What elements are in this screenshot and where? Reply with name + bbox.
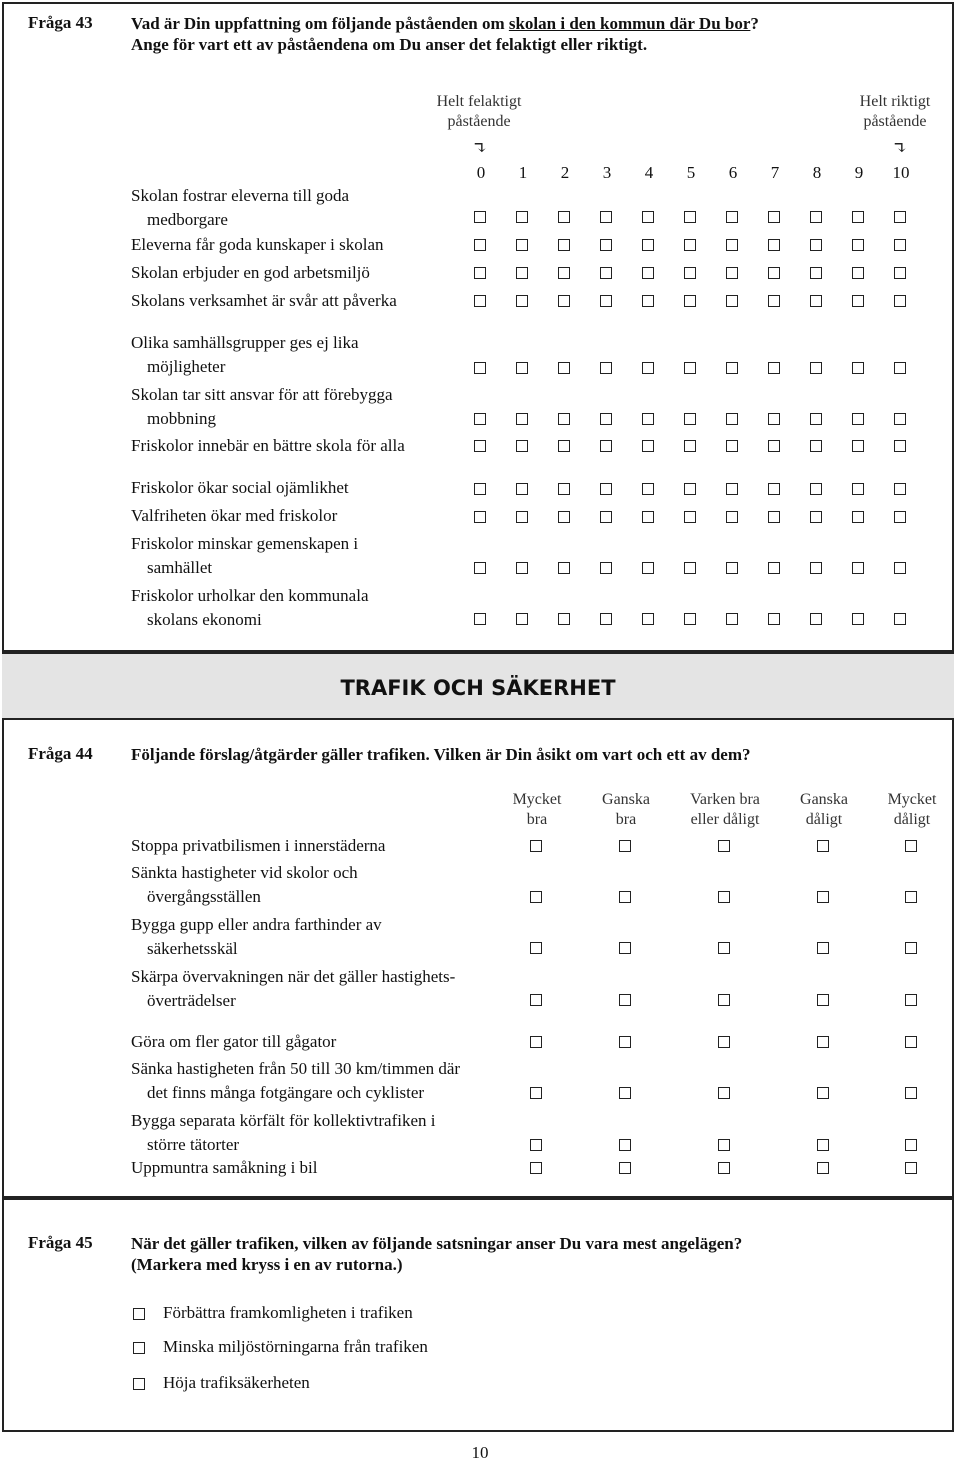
rating-checkbox[interactable] [642,613,654,625]
rating-checkbox[interactable] [894,295,906,307]
q44-question: Följande förslag/åtgärder gäller trafiken. Vilken är Din åsikt om vart och ett av dem? [131,745,751,764]
rating-checkbox[interactable] [600,362,612,374]
q45-question: När det gäller trafiken, vilken av följande satsningar anser Du vara mest angelägen? (Markera med kryss i en av rutorna.) [131,1234,743,1274]
statement-line: Göra om fler gator till gågator [131,1032,337,1051]
rating-checkbox[interactable] [474,295,486,307]
column-header-line: Ganska [800,791,848,808]
column-header-line: bra [526,811,548,828]
column-header-line: Ganska [602,791,650,808]
rating-checkbox[interactable] [894,511,906,523]
statement-label [131,1057,460,1105]
statement-label [131,965,455,1013]
column-header-line: dåligt [805,811,843,828]
statement-label [131,331,359,379]
column-header-line: Mycket [512,791,562,808]
statement-line: Stoppa privatbilismen i innerstäderna [131,836,386,855]
rating-checkbox[interactable] [810,295,822,307]
rating-checkbox[interactable] [642,562,654,574]
statement-label [131,532,358,580]
rating-checkbox[interactable] [474,362,486,374]
rating-checkbox[interactable] [600,413,612,425]
rating-checkbox[interactable] [905,1087,917,1099]
rating-checkbox[interactable] [718,891,730,903]
rating-checkbox[interactable] [768,562,780,574]
rating-checkbox[interactable] [619,891,631,903]
scale-number: 9 [854,163,864,182]
rating-checkbox[interactable] [810,413,822,425]
rating-checkbox[interactable] [516,613,528,625]
statement-line: Sänkta hastigheter vid skolor och [131,863,358,882]
rating-checkbox[interactable] [474,562,486,574]
rating-checkbox[interactable] [558,362,570,374]
rating-checkbox[interactable] [642,239,654,251]
rating-checkbox[interactable] [684,295,696,307]
column-header [800,790,848,830]
rating-checkbox[interactable] [516,239,528,251]
rating-checkbox[interactable] [894,267,906,279]
rating-checkbox[interactable] [894,613,906,625]
rating-checkbox[interactable] [684,511,696,523]
q45-number: Fråga 45 [28,1233,93,1252]
rating-checkbox[interactable] [817,1036,829,1048]
rating-checkbox[interactable] [726,613,738,625]
rating-checkbox[interactable] [852,413,864,425]
rating-checkbox[interactable] [530,840,542,852]
rating-checkbox[interactable] [600,613,612,625]
rating-checkbox[interactable] [852,211,864,223]
rating-checkbox[interactable] [558,267,570,279]
statement-line: större tätorter [147,1135,240,1154]
statement-line: skolans ekonomi [147,610,262,629]
rating-checkbox[interactable] [718,1036,730,1048]
scale-number: 4 [644,163,654,182]
rating-checkbox[interactable] [817,1139,829,1151]
statement-label [131,834,385,858]
rating-checkbox[interactable] [852,613,864,625]
statement-label [131,1030,336,1054]
statement-label [131,233,384,257]
rating-checkbox[interactable] [768,239,780,251]
statement-label [131,476,349,500]
rating-checkbox[interactable] [905,891,917,903]
rating-checkbox[interactable] [558,413,570,425]
rating-checkbox[interactable] [817,942,829,954]
rating-checkbox[interactable] [600,511,612,523]
rating-checkbox[interactable] [718,1087,730,1099]
rating-checkbox[interactable] [516,295,528,307]
rating-checkbox[interactable] [768,613,780,625]
statement-line: Bygga gupp eller andra farthinder av [131,915,382,934]
rating-checkbox[interactable] [474,413,486,425]
rating-checkbox[interactable] [642,267,654,279]
rating-checkbox[interactable] [474,267,486,279]
statement-line: Friskolor urholkar den kommunala [131,586,369,605]
statement-label [131,383,393,431]
scale-number: 7 [770,163,780,182]
statement-label [131,261,370,285]
rating-checkbox[interactable] [684,362,696,374]
rating-checkbox[interactable] [474,211,486,223]
rating-checkbox[interactable] [905,1162,917,1174]
rating-checkbox[interactable] [852,362,864,374]
rating-checkbox[interactable] [726,413,738,425]
rating-checkbox[interactable] [726,511,738,523]
rating-checkbox[interactable] [768,362,780,374]
rating-checkbox[interactable] [905,942,917,954]
rating-checkbox[interactable] [852,267,864,279]
rating-checkbox[interactable] [516,562,528,574]
rating-checkbox[interactable] [684,413,696,425]
rating-checkbox[interactable] [718,1162,730,1174]
rating-checkbox[interactable] [684,440,696,452]
page-number: 10 [471,1443,489,1462]
rating-checkbox[interactable] [810,613,822,625]
rating-checkbox[interactable] [768,511,780,523]
rating-checkbox[interactable] [684,211,696,223]
rating-checkbox[interactable] [768,483,780,495]
rating-checkbox[interactable] [619,1087,631,1099]
rating-checkbox[interactable] [516,362,528,374]
rating-checkbox[interactable] [810,562,822,574]
rating-checkbox[interactable] [718,1139,730,1151]
scale-number: 0 [476,163,486,182]
rating-checkbox[interactable] [558,511,570,523]
rating-checkbox[interactable] [852,562,864,574]
rating-checkbox[interactable] [718,942,730,954]
rating-checkbox[interactable] [810,239,822,251]
rating-checkbox[interactable] [684,613,696,625]
option-label: Förbättra framkomligheten i trafiken [163,1303,413,1322]
statement-line: mobbning [147,409,216,428]
statement-label [131,913,382,961]
scale-number: 5 [686,163,696,182]
rating-checkbox[interactable] [684,239,696,251]
rating-checkbox[interactable] [810,511,822,523]
rating-checkbox[interactable] [619,1036,631,1048]
scale-number: 2 [560,163,570,182]
rating-checkbox[interactable] [905,1036,917,1048]
option-label: Minska miljöstörningarna från trafiken [163,1337,428,1356]
rating-checkbox[interactable] [530,891,542,903]
rating-checkbox[interactable] [642,440,654,452]
rating-checkbox[interactable] [558,613,570,625]
rating-checkbox[interactable] [600,440,612,452]
rating-checkbox[interactable] [530,1139,542,1151]
statement-line: Friskolor innebär en bättre skola för alla [131,436,405,455]
rating-checkbox[interactable] [810,440,822,452]
scale-number: 8 [812,163,822,182]
rating-checkbox[interactable] [768,267,780,279]
rating-checkbox[interactable] [516,483,528,495]
rating-checkbox[interactable] [600,267,612,279]
rating-checkbox[interactable] [642,413,654,425]
rating-checkbox[interactable] [894,562,906,574]
rating-checkbox[interactable] [817,891,829,903]
rating-checkbox[interactable] [600,239,612,251]
rating-checkbox[interactable] [516,440,528,452]
option-label: Höja trafiksäkerheten [163,1373,310,1392]
column-header-line: Varken bra [690,791,760,808]
statement-line: säkerhetsskäl [147,939,238,958]
column-header-line: eller dåligt [690,811,760,828]
statement-label [131,584,369,632]
statement-line: Valfriheten ökar med friskolor [131,506,338,525]
rating-checkbox[interactable] [768,295,780,307]
statement-line: Skolan tar sitt ansvar för att förebygga [131,385,393,404]
rating-checkbox[interactable] [768,211,780,223]
rating-checkbox[interactable] [726,211,738,223]
rating-checkbox[interactable] [600,483,612,495]
rating-checkbox[interactable] [530,1162,542,1174]
rating-checkbox[interactable] [817,840,829,852]
rating-checkbox[interactable] [642,295,654,307]
statement-line: samhället [147,558,213,577]
rating-checkbox[interactable] [516,511,528,523]
scale-number: 1 [518,163,528,182]
rating-checkbox[interactable] [642,211,654,223]
option-checkbox[interactable] [133,1342,145,1354]
statement-line: Skolan fostrar eleverna till goda [131,186,350,205]
rating-checkbox[interactable] [619,840,631,852]
column-header [602,790,650,830]
column-header [690,790,760,830]
rating-checkbox[interactable] [642,483,654,495]
scale-number: 3 [602,163,612,182]
rating-checkbox[interactable] [558,295,570,307]
statement-line: Friskolor minskar gemenskapen i [131,534,359,553]
rating-checkbox[interactable] [852,295,864,307]
statement-line: överträdelser [147,991,236,1010]
rating-checkbox[interactable] [530,942,542,954]
rating-checkbox[interactable] [530,994,542,1006]
rating-checkbox[interactable] [619,994,631,1006]
column-header-line: bra [615,811,637,828]
q43-number: Fråga 43 [28,13,93,32]
column-header [513,790,562,830]
statement-label [131,1109,435,1157]
rating-checkbox[interactable] [600,562,612,574]
rating-checkbox[interactable] [905,994,917,1006]
rating-checkbox[interactable] [684,562,696,574]
rating-checkbox[interactable] [852,239,864,251]
statement-line: medborgare [147,210,228,229]
statement-line: Skolan erbjuder en god arbetsmiljö [131,263,370,282]
rating-checkbox[interactable] [810,362,822,374]
option-checkbox[interactable] [133,1378,145,1390]
rating-checkbox[interactable] [642,362,654,374]
rating-checkbox[interactable] [558,483,570,495]
rating-checkbox[interactable] [718,994,730,1006]
arrow-down-icon: ↴ [892,138,908,158]
rating-checkbox[interactable] [600,295,612,307]
rating-checkbox[interactable] [726,483,738,495]
rating-checkbox[interactable] [894,483,906,495]
column-header [888,790,937,830]
rating-checkbox[interactable] [619,1139,631,1151]
rating-checkbox[interactable] [817,994,829,1006]
arrow-down-icon: ↴ [472,138,488,158]
rating-checkbox[interactable] [474,239,486,251]
rating-checkbox[interactable] [810,211,822,223]
rating-checkbox[interactable] [726,239,738,251]
rating-checkbox[interactable] [474,613,486,625]
rating-checkbox[interactable] [894,362,906,374]
rating-checkbox[interactable] [642,511,654,523]
statement-line: Friskolor ökar social ojämlikhet [131,478,349,497]
rating-checkbox[interactable] [894,211,906,223]
rating-checkbox[interactable] [726,440,738,452]
statement-line: Uppmuntra samåkning i bil [131,1158,318,1177]
rating-checkbox[interactable] [852,511,864,523]
scale-number: 10 [892,163,910,182]
statement-line: Skärpa övervakningen när det gäller hastighets- [131,967,456,986]
q44-number: Fråga 44 [28,744,93,763]
rating-checkbox[interactable] [894,239,906,251]
option-checkbox[interactable] [133,1308,145,1320]
rating-checkbox[interactable] [768,413,780,425]
statement-label [131,1156,318,1180]
rating-checkbox[interactable] [558,239,570,251]
rating-checkbox[interactable] [905,840,917,852]
statement-label [131,289,397,313]
rating-checkbox[interactable] [474,440,486,452]
column-header-line: dåligt [893,811,931,828]
rating-checkbox[interactable] [718,840,730,852]
rating-checkbox[interactable] [726,295,738,307]
rating-checkbox[interactable] [810,483,822,495]
rating-checkbox[interactable] [852,440,864,452]
statement-line: Skolans verksamhet är svår att påverka [131,291,397,310]
rating-checkbox[interactable] [810,267,822,279]
statement-line: det finns många fotgängare och cyklister [147,1083,425,1102]
rating-checkbox[interactable] [600,211,612,223]
rating-checkbox[interactable] [516,211,528,223]
statement-line: Olika samhällsgrupper ges ej lika [131,333,359,352]
rating-checkbox[interactable] [516,413,528,425]
rating-checkbox[interactable] [619,942,631,954]
rating-checkbox[interactable] [894,413,906,425]
statement-line: Eleverna får goda kunskaper i skolan [131,235,384,254]
rating-checkbox[interactable] [726,362,738,374]
q43-question: Vad är Din uppfattning om följande påståenden om skolan i den kommun där Du bor? Ange för vart ett av påståendena om Du anser det felaktigt eller riktigt. [131,14,759,54]
rating-checkbox[interactable] [684,483,696,495]
rating-checkbox[interactable] [817,1087,829,1099]
rating-checkbox[interactable] [530,1036,542,1048]
rating-checkbox[interactable] [726,562,738,574]
rating-checkbox[interactable] [768,440,780,452]
rating-checkbox[interactable] [619,1162,631,1174]
statement-label [131,504,337,528]
scale-right-label: Helt riktigt påstående [859,93,931,130]
statement-label [131,861,358,909]
rating-checkbox[interactable] [558,211,570,223]
statement-line: möjligheter [147,357,226,376]
column-header-line: Mycket [887,791,937,808]
statement-label [131,434,405,458]
rating-checkbox[interactable] [726,267,738,279]
statement-label [131,184,349,232]
statement-line: Sänka hastigheten från 50 till 30 km/timmen där [131,1059,461,1078]
rating-checkbox[interactable] [905,1139,917,1151]
rating-checkbox[interactable] [894,440,906,452]
rating-checkbox[interactable] [474,511,486,523]
section-band [2,652,954,720]
rating-checkbox[interactable] [530,1087,542,1099]
rating-checkbox[interactable] [558,562,570,574]
section-title: TRAFIK OCH SÄKERHET [340,676,616,700]
rating-checkbox[interactable] [684,267,696,279]
rating-checkbox[interactable] [817,1162,829,1174]
scale-left-label: Helt felaktigt påstående [436,93,522,130]
rating-checkbox[interactable] [516,267,528,279]
statement-line: Bygga separata körfält för kollektivtrafiken i [131,1111,436,1130]
scale-number: 6 [728,163,738,182]
rating-checkbox[interactable] [474,483,486,495]
rating-checkbox[interactable] [852,483,864,495]
statement-line: övergångsställen [147,887,261,906]
rating-checkbox[interactable] [558,440,570,452]
